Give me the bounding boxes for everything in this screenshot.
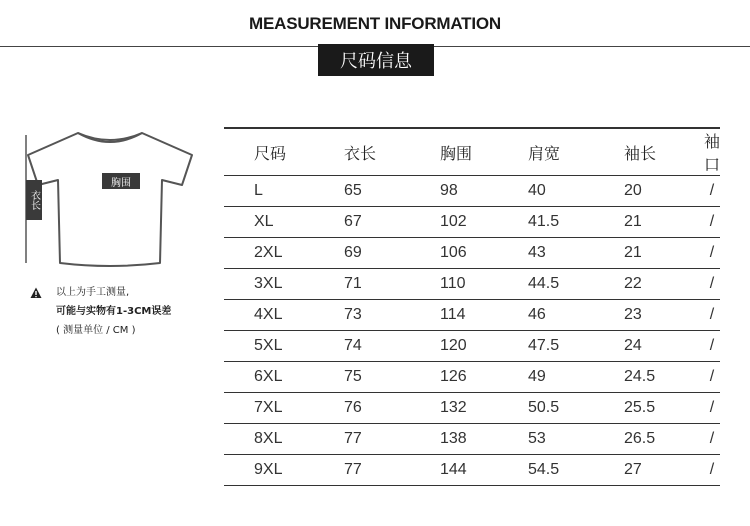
cell-sleeve: 21 [612, 238, 704, 269]
cell-cuff: / [704, 331, 720, 362]
cell-chest: 126 [428, 362, 522, 393]
cell-shoulder: 54.5 [522, 455, 612, 486]
cell-size: XL [224, 207, 334, 238]
cell-chest: 102 [428, 207, 522, 238]
cell-sleeve: 24.5 [612, 362, 704, 393]
cell-shoulder: 47.5 [522, 331, 612, 362]
cell-length: 74 [334, 331, 428, 362]
cell-sleeve: 24 [612, 331, 704, 362]
cell-cuff: / [704, 362, 720, 393]
table-row [224, 238, 720, 269]
table-row [224, 393, 720, 424]
cell-shoulder: 49 [522, 362, 612, 393]
cell-shoulder: 53 [522, 424, 612, 455]
size-table [224, 127, 720, 486]
cell-size: 5XL [224, 331, 334, 362]
cell-size: 2XL [224, 238, 334, 269]
header-cuff: 袖口 [704, 128, 720, 176]
cell-size: 8XL [224, 424, 334, 455]
cell-sleeve: 26.5 [612, 424, 704, 455]
cell-cuff: / [704, 176, 720, 207]
cell-cuff: / [704, 424, 720, 455]
header-size: 尺码 [224, 128, 334, 176]
table-row [224, 300, 720, 331]
cell-sleeve: 22 [612, 269, 704, 300]
note-line-3: ( 测量单位 / CM ) [56, 325, 136, 336]
cell-length: 65 [334, 176, 428, 207]
cell-cuff: / [704, 393, 720, 424]
cell-sleeve: 25.5 [612, 393, 704, 424]
cell-cuff: / [704, 269, 720, 300]
table-header-row [224, 128, 720, 176]
table-row [224, 331, 720, 362]
cell-length: 73 [334, 300, 428, 331]
cell-shoulder: 40 [522, 176, 612, 207]
cell-size: 6XL [224, 362, 334, 393]
cell-shoulder: 41.5 [522, 207, 612, 238]
cell-length: 77 [334, 455, 428, 486]
table-row [224, 269, 720, 300]
cell-size: 4XL [224, 300, 334, 331]
length-label: 衣长 [26, 180, 42, 220]
cell-cuff: / [704, 238, 720, 269]
page-title: MEASUREMENT INFORMATION [249, 14, 501, 33]
cell-size: 7XL [224, 393, 334, 424]
header-length: 衣长 [334, 128, 428, 176]
header-sleeve: 袖长 [612, 128, 704, 176]
warning-icon [30, 287, 42, 299]
cell-chest: 120 [428, 331, 522, 362]
cell-size: 9XL [224, 455, 334, 486]
cell-shoulder: 44.5 [522, 269, 612, 300]
section-title-badge: 尺码信息 [318, 44, 434, 76]
cell-chest: 114 [428, 300, 522, 331]
table-row [224, 424, 720, 455]
cell-shoulder: 50.5 [522, 393, 612, 424]
chest-label: 胸围 [102, 173, 140, 189]
cell-cuff: / [704, 455, 720, 486]
table-row [224, 207, 720, 238]
header-chest: 胸围 [428, 128, 522, 176]
cell-shoulder: 43 [522, 238, 612, 269]
cell-chest: 98 [428, 176, 522, 207]
cell-chest: 138 [428, 424, 522, 455]
cell-cuff: / [704, 207, 720, 238]
note-line-1: 以上为手工测量, [56, 287, 130, 298]
cell-length: 67 [334, 207, 428, 238]
cell-cuff: / [704, 300, 720, 331]
cell-chest: 132 [428, 393, 522, 424]
cell-chest: 106 [428, 238, 522, 269]
header-shoulder: 肩宽 [522, 128, 612, 176]
cell-length: 77 [334, 424, 428, 455]
cell-sleeve: 23 [612, 300, 704, 331]
cell-chest: 144 [428, 455, 522, 486]
cell-sleeve: 21 [612, 207, 704, 238]
cell-shoulder: 46 [522, 300, 612, 331]
table-row [224, 362, 720, 393]
table-row [224, 176, 720, 207]
cell-size: 3XL [224, 269, 334, 300]
cell-length: 75 [334, 362, 428, 393]
cell-length: 76 [334, 393, 428, 424]
cell-length: 71 [334, 269, 428, 300]
table-row [224, 455, 720, 486]
cell-length: 69 [334, 238, 428, 269]
measurement-notes [30, 283, 171, 340]
cell-size: L [224, 176, 334, 207]
cell-sleeve: 20 [612, 176, 704, 207]
cell-sleeve: 27 [612, 455, 704, 486]
note-line-2: 可能与实物有1-3CM误差 [56, 306, 172, 317]
tshirt-diagram-icon [20, 125, 200, 275]
cell-chest: 110 [428, 269, 522, 300]
